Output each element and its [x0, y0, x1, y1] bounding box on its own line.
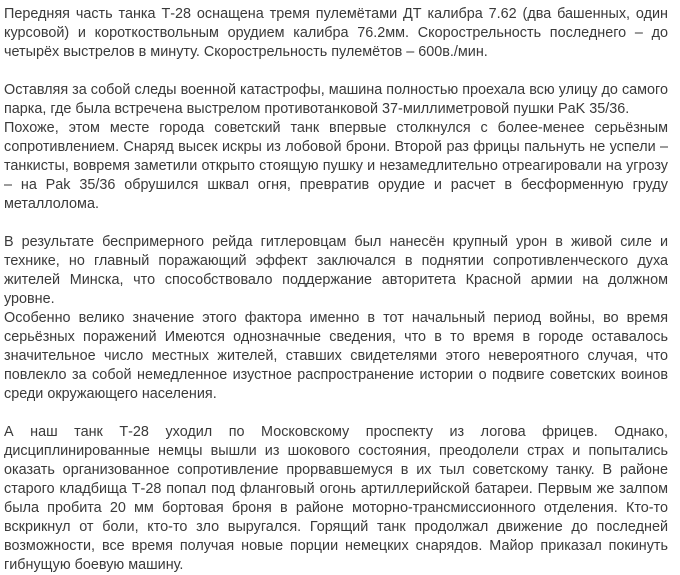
paragraph-first-resistance: Похоже, этом месте города советский танк впервые столкнулся с более-менее серьёзным сопротивлением. Снаряд высек искры из лобовой брони. Второй раз фрицы пальнуть не успели – танкисты, вовремя заметили открыто стоящую пушку и незамедлительно отреагировали на угрозу – на Pak 35/36 обрушился шквал огня, превратив орудие и расчет в бесформенную груду металлолома. — [4, 120, 668, 212]
paragraph-witnesses: Особенно велико значение этого фактора именно в тот начальный период войны, во время серьёзных поражений Имеются однозначные сведения, что в то время в городе оставалось значительное число местных жителей, ставших свидетелями этого невероятного случая, что повлекло за собой немедленное изустное распространение истории о подвиге советских воинов среди окружающего населения. — [4, 310, 668, 402]
paragraph-retreat: А наш танк Т-28 уходил по Московскому проспекту из логова фрицев. Однако, дисциплинированные немцы вышли из шокового состояния, преодолели страх и попытались оказать организованное сопротивление прорвавшемуся в их тыл советскому танку. В районе старого кладбища Т-28 попал под фланговый огонь артиллерийской батареи. Первым же залпом была пробита 20 мм бортовая броня в районе моторно-трансмиссионного отделения. Кто-то вскрикнул от боли, кто-то зло выругался. Горящий танк продолжал движение до последней возможности, все время получая новые порции немецких снарядов. Майор приказал покинуть гибнущую боевую машину. — [4, 424, 668, 573]
paragraph-raid-result: В результате беспримерного рейда гитлеровцам был нанесён крупный урон в живой силе и технике, но главный поражающий эффект заключался в поднятии сопротивленческого духа жителей Минска, что способствовало поддержание авторитета Красной армии на должном уровне. — [4, 234, 668, 307]
paragraph-tank-armament: Передняя часть танка Т-28 оснащена тремя пулемётами ДТ калибра 7.62 (два башенных, один курсовой) и короткоствольным орудием калибра 76.2мм. Скорострельность последнего – до четырёх выстрелов в минуту. Скорострельность пулемётов – 600в./мин. — [4, 6, 668, 60]
paragraph-street-advance: Оставляя за собой следы военной катастрофы, машина полностью проехала всю улицу до самого парка, где была встречена выстрелом противотанковой 37-миллиметровой пушки PaK 35/36. — [4, 82, 668, 117]
article-body — [4, 5, 668, 575]
